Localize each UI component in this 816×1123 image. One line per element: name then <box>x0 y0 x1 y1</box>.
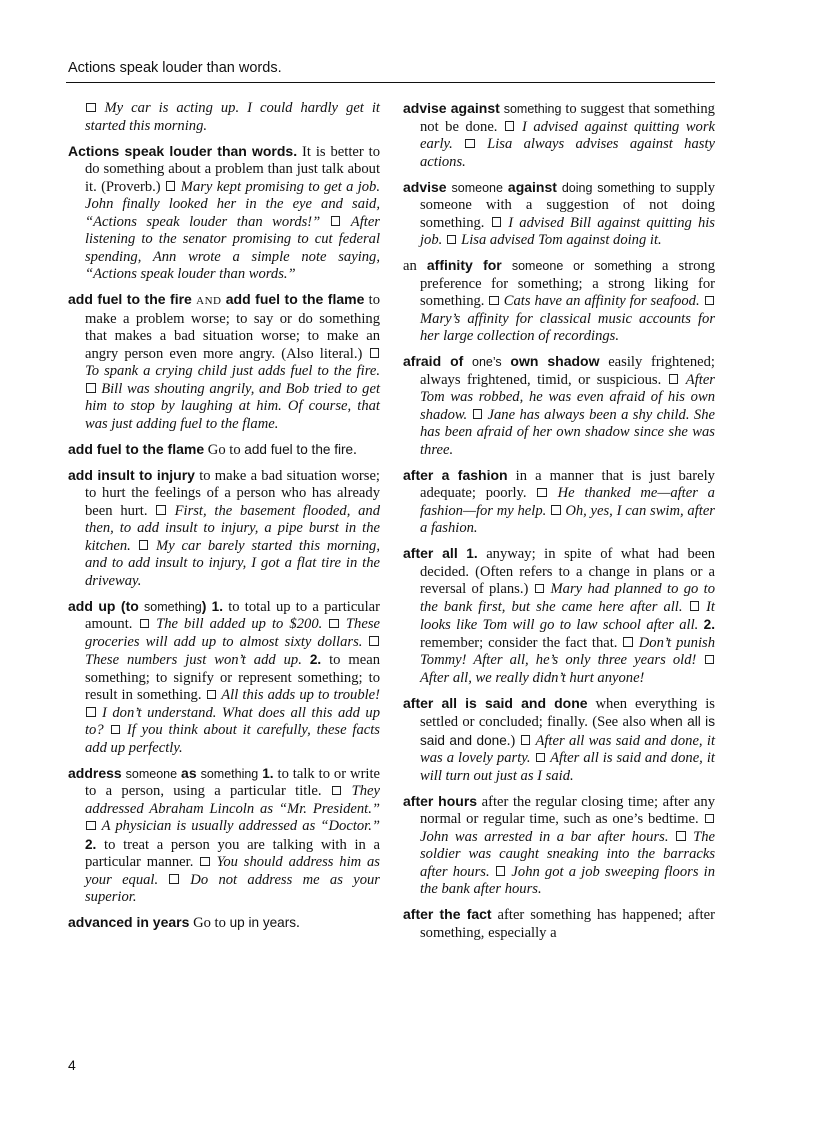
headword: ) <box>201 597 207 614</box>
definition: a strong preference for something; a strong liking for something. <box>420 258 716 309</box>
example: Mary’s affinity for classical music accounts for her large collection of recordings. <box>420 310 715 344</box>
headword: own shadow <box>510 353 600 369</box>
variable-term: something <box>200 766 259 781</box>
dictionary-entry <box>403 467 715 538</box>
example: The soldier was caught sneaking into the barracks after hours. <box>420 828 715 880</box>
dictionary-entry <box>403 353 715 459</box>
example-box-icon <box>496 866 506 876</box>
running-head: Actions speak louder than words. <box>68 60 282 76</box>
example-box-icon <box>473 409 483 419</box>
example-box-icon <box>623 637 633 647</box>
dictionary-entry <box>403 906 715 942</box>
definition: in a manner that is just barely adequate; poorly. <box>420 467 715 501</box>
dictionary-entry <box>403 257 715 346</box>
definition: to make a bad situation worse; to hurt the feelings of a person who has already been hurt. <box>85 467 380 519</box>
headword: after all <box>403 545 458 561</box>
example-box-icon <box>166 181 176 191</box>
example: They addressed Abraham Lincoln as “Mr. President.” <box>85 783 380 817</box>
headword: add insult to injury <box>68 466 195 483</box>
definition: to talk to or write to a person, using a particular title. <box>85 765 381 799</box>
example-box-icon <box>505 121 515 131</box>
example: I don’t understand. What does all this add up to? <box>85 704 380 738</box>
example-box-icon <box>521 735 531 745</box>
example: After Tom was robbed, he was even afraid of his own shadow. <box>420 371 715 423</box>
definition: Go to <box>207 441 241 458</box>
example: After all was said and done, it was a lovely party. <box>420 732 715 766</box>
definition: easily frightened; always frightened, timid, or suspicious. <box>420 354 715 388</box>
headword: add fuel to the flame <box>68 440 205 457</box>
definition: after the regular closing time; after any normal or regular time, such as one’s bedtime. <box>420 793 715 827</box>
left-column <box>68 100 380 940</box>
variable-term: one’s <box>472 355 502 369</box>
example-box-icon <box>690 601 700 611</box>
headword: after a fashion <box>403 466 508 483</box>
example: I advised against quitting work early. <box>420 118 716 152</box>
example-box-icon <box>536 753 546 763</box>
example-box-icon <box>86 707 96 717</box>
example: First, the basement flooded, and then, to add insult to injury, a pipe burst in the kitchen. <box>85 502 381 554</box>
right-column <box>403 100 715 950</box>
headword: advanced in years <box>68 914 190 930</box>
dictionary-entry <box>403 545 715 687</box>
example: Lisa advised Tom against doing it. <box>461 232 662 248</box>
dictionary-entry <box>68 291 380 433</box>
headword: address <box>68 764 122 781</box>
example: Bill was shouting angrily, and Bob tried to get him to stop by laughing at him. Of course, that was just adding fuel to the flame. <box>85 380 380 432</box>
example-box-icon <box>370 348 380 358</box>
cross-reference: add fuel to the fire <box>244 441 354 457</box>
example: Don’t punish Tommy! After all, he’s only three years old! <box>420 634 716 668</box>
example: To spank a crying child just adds fuel to the fire. <box>85 363 380 379</box>
sense-number: 1. <box>466 546 478 561</box>
example: These groceries will add up to almost sixty dollars. <box>85 616 380 650</box>
example: Mary had planned to go to the bank first, but she came here after all. <box>420 581 716 615</box>
cross-reference: when all is said and done <box>420 714 715 748</box>
example-box-icon <box>489 296 499 306</box>
example: I advised Bill against quitting his job. <box>420 214 715 248</box>
example: My car barely started this morning, and to add insult to injury, I got a flat tire in the driveway. <box>85 537 380 589</box>
definition: anyway; in spite of what had been decided. (Often refers to a change in plans or a reversal of plans.) <box>420 546 716 597</box>
example-box-icon <box>492 217 502 227</box>
example-box-icon <box>169 874 179 884</box>
example-box-icon <box>551 505 561 515</box>
example: The bill added up to $200. <box>156 616 323 632</box>
dictionary-entry <box>68 100 380 135</box>
headword: advise <box>403 178 447 195</box>
definition: to total up to a particular amount. <box>85 598 380 632</box>
definition: to mean something; to signify or represent something; to result in something. <box>85 652 381 703</box>
example: All this adds up to trouble! <box>221 687 381 703</box>
article: an <box>403 258 417 274</box>
headword: against <box>507 178 557 195</box>
dictionary-entry <box>68 598 380 758</box>
definition: It is better to do something about a problem than just talk about it. (Proverb.) <box>85 143 380 195</box>
example: He thanked me—after a fashion—for my help. <box>420 485 715 519</box>
dictionary-entry <box>403 793 715 899</box>
sense-number: 2. <box>85 836 97 852</box>
headword: add fuel to the fire <box>68 291 192 307</box>
example-box-icon <box>447 235 457 245</box>
headword: as <box>181 764 197 781</box>
example-box-icon <box>329 619 339 629</box>
example-box-icon <box>705 814 715 824</box>
dictionary-entry <box>403 179 715 250</box>
example-box-icon <box>200 857 210 867</box>
headword: afraid of <box>403 353 464 369</box>
example-box-icon <box>332 786 342 796</box>
example: You should address him as your equal. <box>85 854 380 888</box>
definition: when everything is settled or concluded; finally. (See also <box>420 695 715 730</box>
variable-term: something <box>503 102 562 116</box>
headword: affinity for <box>426 257 502 273</box>
definition: to treat a person you are talking with in a particular manner. <box>85 836 380 870</box>
page-number: 4 <box>68 1057 76 1073</box>
example: Jane has always been a shy child. She has been afraid of her own shadow since she was three. <box>420 406 715 458</box>
example: John was arrested in a bar after hours. <box>420 828 669 845</box>
punctuation: . <box>353 441 357 458</box>
example-box-icon <box>465 139 475 149</box>
example: Mary kept promising to get a job. John finally looked her in the eye and said, “Actions speak louder than words!” <box>85 178 380 230</box>
example-box-icon <box>140 619 150 629</box>
example-box-icon <box>139 540 149 550</box>
example: After all is said and done, it will turn out just as I said. <box>420 750 715 784</box>
variable-term: someone <box>451 180 503 195</box>
headword: after all is said and done <box>403 694 588 711</box>
and-connector: AND <box>196 295 222 307</box>
dictionary-entry <box>68 765 380 907</box>
example: These numbers just won’t add up. <box>85 652 302 668</box>
definition: to supply someone with a suggestion of not doing something. <box>420 179 716 231</box>
headword: advise against <box>403 100 500 116</box>
example-box-icon <box>111 725 121 735</box>
example-box-icon <box>207 690 217 700</box>
definition: to make a problem worse; to say or do something that makes a bad situation worse; to make an angry person even more angry. (Also literal.) <box>85 292 381 362</box>
example: If you think about it carefully, these facts add up perfectly. <box>85 722 380 756</box>
example: Cats have an affinity for seafood. <box>503 293 700 309</box>
example-box-icon <box>676 831 686 841</box>
variable-term: doing something <box>561 180 655 195</box>
example-box-icon <box>369 636 379 646</box>
example: Lisa always advises against hasty actions. <box>420 136 715 170</box>
example-box-icon <box>705 296 715 306</box>
sense-number: 1. <box>211 598 223 614</box>
punctuation: . <box>296 915 300 931</box>
dictionary-entry <box>68 914 380 933</box>
variable-term: someone or something <box>511 259 652 273</box>
example: Do not address me as your superior. <box>85 871 380 905</box>
example: After all, we really didn’t hurt anyone! <box>420 669 645 686</box>
example: John got a job sweeping floors in the bank after hours. <box>420 863 715 897</box>
dictionary-entry <box>68 441 380 460</box>
sense-number: 2. <box>703 617 715 632</box>
example-box-icon <box>86 821 96 831</box>
example: It looks like Tom will go to law school after all. <box>420 598 715 633</box>
definition: after something has happened; after something, especially a <box>420 907 715 941</box>
definition: Go to <box>193 915 226 931</box>
definition: remember; consider the fact that. <box>420 634 618 651</box>
example-box-icon <box>156 505 166 515</box>
definition: .) <box>506 732 516 749</box>
example: Oh, yes, I can swim, after a fashion. <box>420 502 715 536</box>
example-box-icon <box>86 103 96 113</box>
headword: after the fact <box>403 906 492 922</box>
example: My car is acting up. I could hardly get it started this morning. <box>85 100 380 134</box>
example-box-icon <box>535 584 545 594</box>
headword: after hours <box>403 792 478 809</box>
dictionary-entry <box>403 100 715 171</box>
dictionary-entry <box>68 143 380 284</box>
example-box-icon <box>86 383 96 393</box>
variable-term: something <box>144 599 202 614</box>
variable-term: someone <box>125 766 178 781</box>
cross-reference: up in years <box>229 915 297 930</box>
example-box-icon <box>537 488 547 498</box>
headword: Actions speak louder than words. <box>68 142 298 159</box>
sense-number: 2. <box>309 652 322 667</box>
definition: to suggest that something not be done. <box>420 101 715 135</box>
header-rule <box>66 82 715 83</box>
example: A physician is usually addressed as “Doctor.” <box>101 818 380 834</box>
dictionary-entry <box>68 467 380 591</box>
sense-number: 1. <box>262 765 274 781</box>
example-box-icon <box>705 655 715 665</box>
headword: add fuel to the flame <box>225 291 365 307</box>
headword: add up (to <box>68 597 139 614</box>
example-box-icon <box>331 216 341 226</box>
example: After listening to the senator promising to cut federal spending, Ann wrote a simple note saying, “Actions speak louder than words.” <box>85 213 380 282</box>
example-box-icon <box>669 374 679 384</box>
dictionary-entry <box>403 695 715 786</box>
